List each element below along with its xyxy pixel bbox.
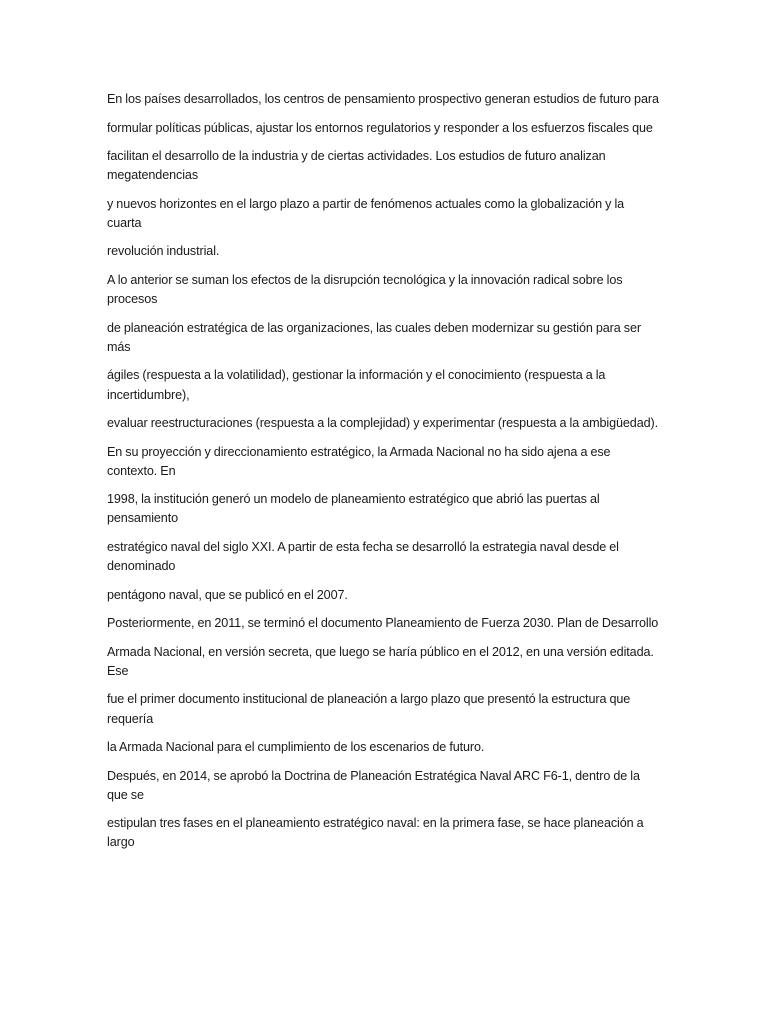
paragraph-5: revolución industrial. xyxy=(107,244,220,259)
paragraph-11: 1998, la institución generó un modelo de planeamiento estratégico que abrió las puertas al pensamiento xyxy=(107,492,600,526)
paragraph-12: estratégico naval del siglo XXI. A partir de esta fecha se desarrolló la estrategia naval desde el denominado xyxy=(107,539,619,574)
paragraph-6: A lo anterior se suman los efectos de la disrupción tecnológica y la innovación radical sobre los procesos xyxy=(107,272,623,307)
paragraph-8: ágiles (respuesta a la volatilidad), gestionar la información y el conocimiento (respuesta a la incertidumbre), xyxy=(107,368,606,402)
paragraph-15: Armada Nacional, en versión secreta, que luego se haría público en el 2012, en una versión editada. Ese xyxy=(107,644,654,678)
paragraph-2: formular políticas públicas, ajustar los entornos regulatorios y responder a los esfuerzos fiscales que xyxy=(107,120,653,135)
paragraph-3: facilitan el desarrollo de la industria y de ciertas actividades. Los estudios de futuro analizan megatendencias xyxy=(107,149,606,183)
paragraph-19: estipulan tres fases en el planeamiento estratégico naval: en la primera fase, se hace planeación a largo xyxy=(107,816,644,850)
paragraph-16: fue el primer documento institucional de planeación a largo plazo que presentó la estructura que requería xyxy=(107,692,631,726)
paragraph-10: En su proyección y direccionamiento estratégico, la Armada Nacional no ha sido ajena a ese contexto. En xyxy=(107,444,611,478)
paragraph-4: y nuevos horizontes en el largo plazo a partir de fenómenos actuales como la globalización y la cuarta xyxy=(107,196,625,230)
document-body xyxy=(107,90,659,862)
paragraph-1: En los países desarrollados, los centros de pensamiento prospectivo generan estudios de futuro para xyxy=(107,92,659,106)
paragraph-18: Después, en 2014, se aprobó la Doctrina de Planeación Estratégica Naval ARC F6-1, dentro de la que se xyxy=(107,768,640,802)
paragraph-9: evaluar reestructuraciones (respuesta a la complejidad) y experimentar (respuesta a la ambigüedad). xyxy=(107,416,659,431)
paragraph-14: Posteriormente, en 2011, se terminó el documento Planeamiento de Fuerza 2030. Plan de Desarrollo xyxy=(107,616,659,631)
paragraph-7: de planeación estratégica de las organizaciones, las cuales deben modernizar su gestión para ser más xyxy=(107,320,641,354)
paragraph-17: la Armada Nacional para el cumplimiento de los escenarios de futuro. xyxy=(107,740,485,755)
paragraph-13: pentágono naval, que se publicó en el 2007. xyxy=(107,587,348,602)
